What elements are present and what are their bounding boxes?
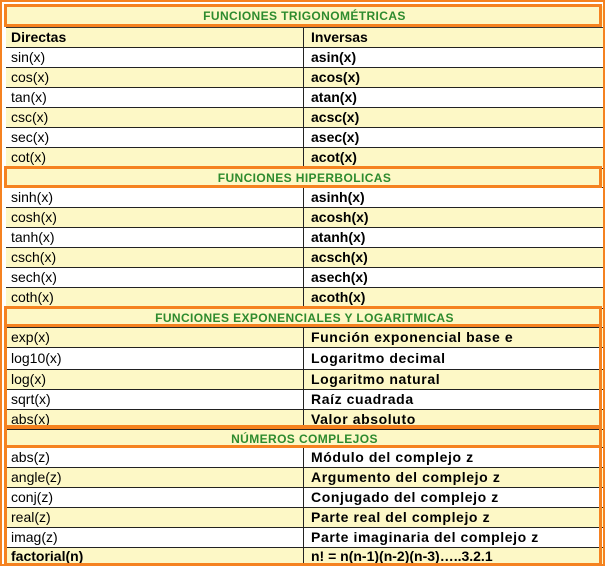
- section-title-trig: FUNCIONES TRIGONOMÉTRICAS: [6, 6, 603, 26]
- function-name: imag(z): [6, 528, 304, 547]
- column-header-row: [6, 27, 603, 47]
- direct-function: csc(x): [6, 108, 304, 127]
- function-description: Parte real del complejo z: [311, 509, 491, 525]
- table-row: [6, 327, 603, 347]
- direct-function: coth(x): [6, 288, 304, 307]
- direct-function: tanh(x): [6, 228, 304, 247]
- section-title-hyperbolic: FUNCIONES HIPERBOLICAS: [6, 168, 603, 186]
- inverse-function: acot(x): [311, 149, 357, 165]
- direct-function: cot(x): [6, 148, 304, 167]
- inverse-function: asec(x): [311, 129, 360, 145]
- function-description: Argumento del complejo z: [311, 469, 501, 485]
- table-row: [6, 67, 603, 87]
- function-name: abs(z): [6, 448, 304, 467]
- table-row: [6, 47, 603, 67]
- function-description: Logaritmo natural: [311, 371, 441, 387]
- table-row: [6, 487, 603, 507]
- function-description: Parte imaginaria del complejo z: [311, 529, 539, 545]
- table-row: [6, 467, 603, 487]
- direct-function: sin(x): [6, 48, 304, 67]
- table-row: [6, 389, 603, 409]
- table-row: [6, 409, 603, 429]
- inverse-function: atanh(x): [311, 229, 366, 245]
- direct-function: sec(x): [6, 128, 304, 147]
- table-row: [6, 207, 603, 227]
- table-row: [6, 527, 603, 547]
- table-row: [6, 507, 603, 527]
- table-row: [6, 347, 603, 369]
- column-header-directas: Directas: [6, 28, 304, 47]
- function-description: Logaritmo decimal: [311, 350, 446, 366]
- inverse-function: asinh(x): [311, 189, 365, 205]
- direct-function: sinh(x): [6, 188, 304, 207]
- table-row: [6, 187, 603, 207]
- inverse-function: asech(x): [311, 269, 368, 285]
- function-name: factorial(n): [6, 548, 304, 564]
- inverse-function: acosh(x): [311, 209, 369, 225]
- inverse-function: acsc(x): [311, 109, 360, 125]
- direct-function: tan(x): [6, 88, 304, 107]
- table-row: [6, 87, 603, 107]
- table-row: [6, 247, 603, 267]
- function-description: Valor absoluto: [311, 411, 416, 427]
- function-name: sqrt(x): [6, 390, 304, 409]
- table-row: [6, 107, 603, 127]
- direct-function: sech(x): [6, 268, 304, 287]
- inverse-function: acsch(x): [311, 249, 368, 265]
- function-name: abs(x): [6, 410, 304, 429]
- function-name: angle(z): [6, 468, 304, 487]
- direct-function: cos(x): [6, 68, 304, 87]
- table-row: [6, 547, 603, 564]
- inverse-function: asin(x): [311, 49, 357, 65]
- inverse-function: atan(x): [311, 89, 357, 105]
- table-row: [6, 147, 603, 167]
- table-row: [6, 369, 603, 389]
- table-row: [6, 127, 603, 147]
- function-description: n! = n(n-1)(n-2)(n-3)…..3.2.1: [311, 548, 493, 564]
- table-row: [6, 287, 603, 307]
- inverse-function: acos(x): [311, 69, 361, 85]
- column-header-inversas: Inversas: [311, 29, 368, 45]
- section-title-exp-log: FUNCIONES EXPONENCIALES Y LOGARITMICAS: [6, 308, 603, 326]
- inverse-function: acoth(x): [311, 289, 366, 305]
- table-row: [6, 447, 603, 467]
- function-name: log10(x): [6, 348, 304, 369]
- function-description: Función exponencial base e: [311, 329, 514, 345]
- function-name: conj(z): [6, 488, 304, 507]
- function-name: real(z): [6, 508, 304, 527]
- direct-function: cosh(x): [6, 208, 304, 227]
- section-title-complex: NÚMEROS COMPLEJOS: [6, 429, 603, 447]
- table-row: [6, 267, 603, 287]
- function-name: exp(x): [6, 328, 304, 347]
- function-description: Módulo del complejo z: [311, 449, 474, 465]
- table-row: [6, 227, 603, 247]
- direct-function: csch(x): [6, 248, 304, 267]
- function-description: Raíz cuadrada: [311, 391, 414, 407]
- function-description: Conjugado del complejo z: [311, 489, 499, 505]
- function-name: log(x): [6, 370, 304, 389]
